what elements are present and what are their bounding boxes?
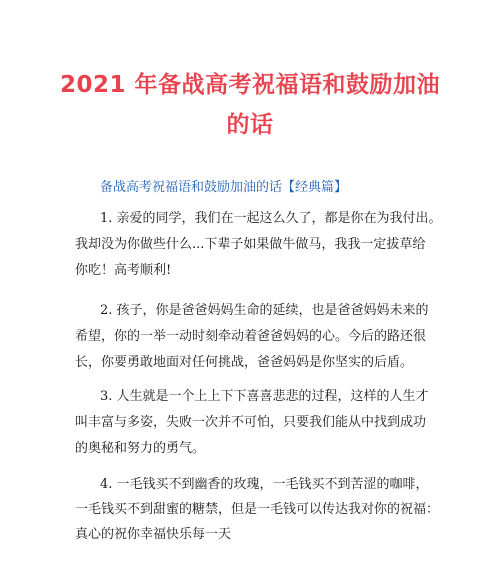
paragraph-line: 长，你要勇敢地面对任何挑战，爸爸妈妈是你坚实的后盾。 (75, 355, 414, 370)
paragraph-line: 2. 孩子，你是爸爸妈妈生命的延续，也是爸爸妈妈未来的 (100, 303, 429, 318)
section-heading: 备战高考祝福语和鼓励加油的话【经典篇】 (100, 180, 348, 195)
paragraph-line: 一毛钱买不到甜蜜的糖禁，但是一毛钱可以传达我对你的祝福： (75, 502, 440, 517)
paragraph-line: 的奥秘和努力的勇气。 (75, 441, 206, 456)
paragraph-line: 3. 人生就是一个上上下下喜喜悲悲的过程，这样的人生才 (100, 389, 429, 404)
paragraph-line: 你吃！高考顺利! (75, 263, 172, 278)
paragraph-line: 真心的祝你幸福快乐每一天 (75, 527, 232, 542)
paragraph-line: 1. 亲爱的同学，我们在一起这么久了，都是你在为我付出。 (100, 211, 442, 226)
paragraph-line: 叫丰富与多姿，失败一次并不可怕，只要我们能从中找到成功 (75, 415, 427, 430)
paragraph-line: 我却没为你做些什么...下辈子如果做牛做马，我我一定拔草给 (75, 237, 426, 252)
paragraph-line: 希望，你的一举一动时刻牵动着爸爸妈妈的心。今后的路还很 (75, 329, 427, 344)
paragraph-line: 4. 一毛钱买不到幽香的玫瑰，一毛钱买不到苦涩的咖啡， (100, 477, 429, 492)
document-title-line-1: 2021 年备战高考祝福语和鼓励加油 (59, 72, 441, 98)
document-title-line-2: 的话 (226, 112, 274, 138)
